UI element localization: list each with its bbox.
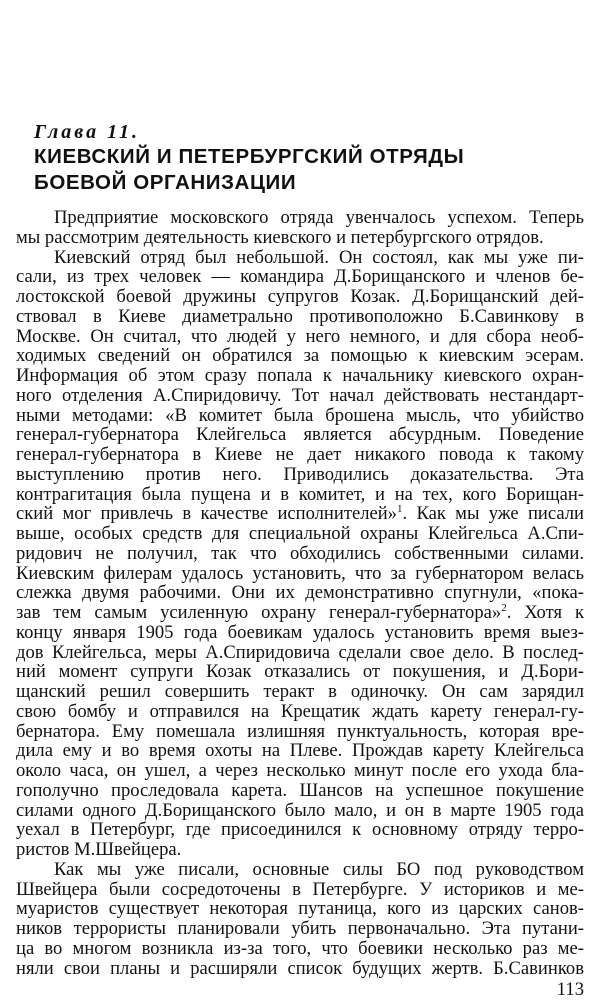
text-line <box>16 406 584 426</box>
text-line <box>16 840 584 860</box>
text-line-content: дила ему и во время охоты на Плеве. Прождав карету Клейгельса <box>16 740 584 762</box>
text-line-content: контрагитация была пущена и в комитет, и на тех, кого Борищан- <box>16 483 584 505</box>
text-line-content: генерал-губернатора в Киеве не дает никакого повода к такому <box>16 444 584 465</box>
text-line <box>16 346 584 366</box>
text-line-content: бернатора. Ему помешала излишняя пунктуальность, которая вре- <box>16 720 584 742</box>
text-line-content: свою бомбу и отправился на Крещатик ждать карету генерал-гу- <box>16 700 584 722</box>
text-line <box>16 603 584 623</box>
text-line <box>16 643 584 663</box>
text-line-content: ридович не получил, так что обходились собственными силами. <box>16 542 584 564</box>
text-line <box>16 781 584 801</box>
text-line <box>16 722 584 742</box>
text-line <box>16 899 584 919</box>
text-line <box>16 682 584 702</box>
text-line-content: силами одного Д.Борищанского было мало, и он в марте 1905 года <box>16 799 584 821</box>
chapter-title <box>34 144 574 196</box>
text-line <box>16 564 584 584</box>
text-line-content: выступлению против него. Приводились доказательства. Эта <box>16 463 584 485</box>
text-line <box>16 583 584 603</box>
text-line <box>16 860 584 880</box>
text-line-content: няли свои планы и расширяли список будущих жертв. Б.Савинков <box>16 957 584 979</box>
text-line <box>16 267 584 287</box>
text-line <box>16 504 584 524</box>
body-text <box>16 208 584 978</box>
text-line-content: Как мы уже писали, основные силы БО под руководством <box>54 858 584 880</box>
text-line-content: ний момент супруги Козак отказались от покушения, и Д.Бори- <box>16 661 584 683</box>
footnote-reference[interactable]: 2 <box>501 602 507 614</box>
text-line-content: ца во многом возникла из-за того, что боевики несколько раз ме- <box>16 937 584 959</box>
text-line <box>16 425 584 445</box>
text-line <box>16 919 584 939</box>
chapter-title-line: БОЕВОЙ ОРГАНИЗАЦИИ <box>34 171 297 194</box>
text-line-content: генерал-губернатора Клейгельса является абсурдным. Поведение <box>16 424 584 446</box>
text-line <box>16 959 584 979</box>
text-line <box>16 939 584 959</box>
text-line <box>16 485 584 505</box>
text-line <box>16 386 584 406</box>
text-line <box>16 366 584 386</box>
text-line-content: сали, из трех человек — командира Д.Борищанского и членов бе- <box>16 266 584 288</box>
text-line-content: ными методами: «В комитет была брошена мысль, что убийство <box>16 404 584 426</box>
text-line-content: ходимых сведений он обратился за помощью к киевским эсерам. <box>16 345 584 367</box>
text-line-content: муаристов существует некоторая путаница, кого из царских санов- <box>16 898 584 920</box>
footnote-reference[interactable]: 1 <box>396 503 403 516</box>
text-line-content: около часа, он ушел, а через несколько минут после его ухода бла- <box>16 760 584 781</box>
text-line-content: выше, особых средств для специальной охраны Клейгельса А.Спи- <box>16 523 584 544</box>
text-line <box>16 208 584 228</box>
text-line <box>16 662 584 682</box>
text-line-content: Киевским филерам удалось установить, что за губернатором велась <box>16 562 584 584</box>
text-line-content: Предприятие московского отряда увенчалось успехом. Теперь <box>54 207 584 228</box>
text-line-content: Киевский отряд был небольшой. Он состоял, как мы уже пи- <box>54 246 584 268</box>
text-line-continuation: . Хотя к <box>506 602 584 623</box>
chapter-title-line: КИЕВСКИЙ И ПЕТЕРБУРГСКИЙ ОТРЯДЫ <box>34 145 465 168</box>
text-line-content: ристов М.Швейцера. <box>16 839 182 860</box>
chapter-label: Глава 11. <box>34 121 140 143</box>
page-number: 113 <box>556 979 584 1000</box>
text-line-content: зав тем самым усиленную охрану генерал-губернатора» <box>16 602 502 623</box>
text-line <box>16 544 584 564</box>
text-line <box>16 623 584 643</box>
text-line <box>16 465 584 485</box>
text-line-content: ствовал в Киеве диаметрально противоположно Б.Савинкову в <box>16 305 584 327</box>
text-line <box>16 702 584 722</box>
text-line-content: ников террористы планировали убить первоначально. Эта путани- <box>16 918 584 939</box>
text-line-continuation: . Как мы уже писали <box>402 503 584 525</box>
text-line <box>16 327 584 347</box>
text-line <box>16 307 584 327</box>
text-line-content: ский мог привлечь в качестве исполнителей» <box>16 503 397 525</box>
text-line <box>16 761 584 781</box>
text-line-content: Информация об этом сразу попала к начальнику киевского охран- <box>16 365 584 386</box>
text-line-content: Москве. Он считал, что людей у него немного, и для сбора необ- <box>16 325 584 347</box>
text-line <box>16 880 584 900</box>
text-line <box>16 741 584 761</box>
text-line-content: лостокской боевой дружины супругов Козак. Д.Борищанский дей- <box>16 286 584 307</box>
text-line <box>16 524 584 544</box>
text-line-content: концу января 1905 года боевикам удалось установить время выез- <box>16 621 584 643</box>
text-line <box>16 287 584 307</box>
text-line <box>16 228 584 248</box>
text-line-content: уехал в Петербург, где присоединился к основному отряду терро- <box>16 819 584 841</box>
text-line-content: ного отделения А.Спиридовичу. Тот начал действовать нестандарт- <box>16 384 584 406</box>
text-line-content: мы рассмотрим деятельность киевского и петербургского отрядов. <box>16 226 544 248</box>
text-line <box>16 820 584 840</box>
text-line <box>16 445 584 465</box>
text-line-content: Швейцера были сосредоточены в Петербурге. У историков и ме- <box>16 878 584 900</box>
text-line-content: гополучно проследовала карета. Шансов на успешное покушение <box>16 779 584 801</box>
text-line-content: слежка двумя рабочими. Они их демонстративно спугнули, «пока- <box>16 582 584 604</box>
text-line <box>16 248 584 268</box>
text-line-content: дов Клейгельса, меры А.Спиридовича сделали свое дело. В послед- <box>16 641 584 663</box>
text-line <box>16 801 584 821</box>
text-line-content: щанский решил совершить теракт в одиночку. Он сам зарядил <box>16 681 584 702</box>
